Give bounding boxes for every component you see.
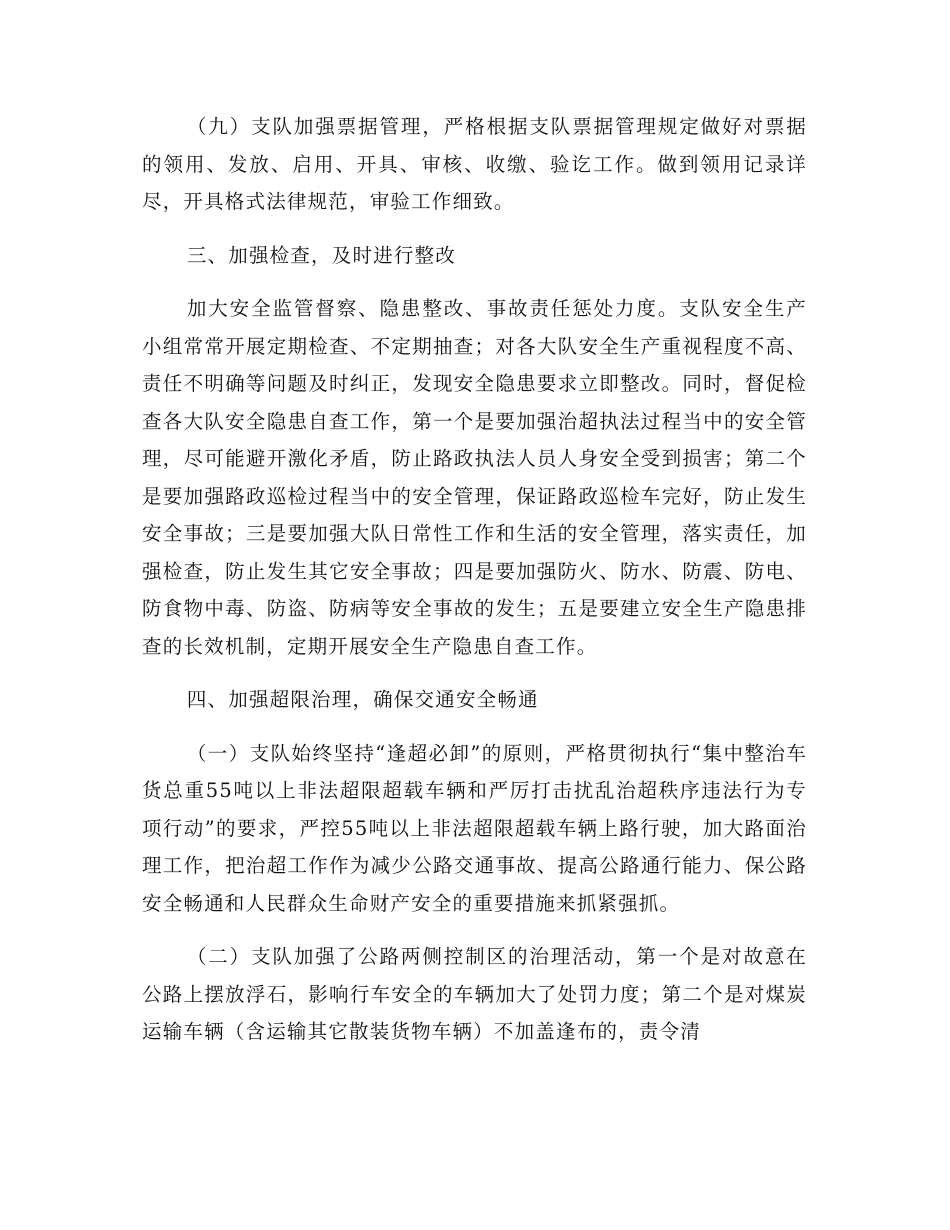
section-heading-overload-control: 四、加强超限治理，确保交通安全畅通 [186, 688, 539, 711]
paragraph-ticket-management: （九）支队加强票据管理，严格根据支队票据管理规定做好对票据的领用、发放、启用、开具、审核、收缴、验讫工作。做到领用记录详尽，开具格式法律规范，审验工作细致。 [142, 115, 807, 213]
paragraph-overload-principle: （一）支队始终坚持“逢超必卸”的原则，严格贯彻执行“集中整治车货总重55吨以上非法超限超载车辆和严厉打击扰乱治超秩序违法行为专项行动”的要求，严控55吨以上非法超限超载车辆上路行驶，加大路面治理工作，把治超工作作为减少公路交通事故、提高公路通行能力、保公路安全畅通和人民群众生命财产安全的重要措施来抓紧强抓。 [142, 741, 807, 915]
paragraph-roadside-control: （二）支队加强了公路两侧控制区的治理活动，第一个是对故意在公路上摆放浮石，影响行车安全的车辆加大了处罚力度；第二个是对煤炭运输车辆（含运输其它散装货物车辆）不加盖逢布的，责令清 [142, 945, 807, 1043]
section-heading-inspection: 三、加强检查，及时进行整改 [186, 243, 456, 267]
paragraph-safety-supervision: 加大安全监管督察、隐患整改、事故责任惩处力度。支队安全生产小组常常开展定期检查、不定期抽查；对各大队安全生产重视程度不高、责任不明确等问题及时纠正，发现安全隐患要求立即整改。同时，督促检查各大队安全隐患自查工作，第一个是要加强治超执法过程当中的安全管理，尽可能避开激化矛盾，防止路政执法人员人身安全受到损害；第二个是要加强路政巡检过程当中的安全管理，保证路政巡检车完好，防止发生安全事故；三是要加强大队日常性工作和生活的安全管理，落实责任，加强检查，防止发生其它安全事故；四是要加强防火、防水、防震、防电、防食物中毒、防盗、防病等安全事故的发生；五是要建立安全生产隐患排查的长效机制，定期开展安全生产隐患自查工作。 [142, 297, 807, 658]
document-body [142, 108, 807, 1067]
